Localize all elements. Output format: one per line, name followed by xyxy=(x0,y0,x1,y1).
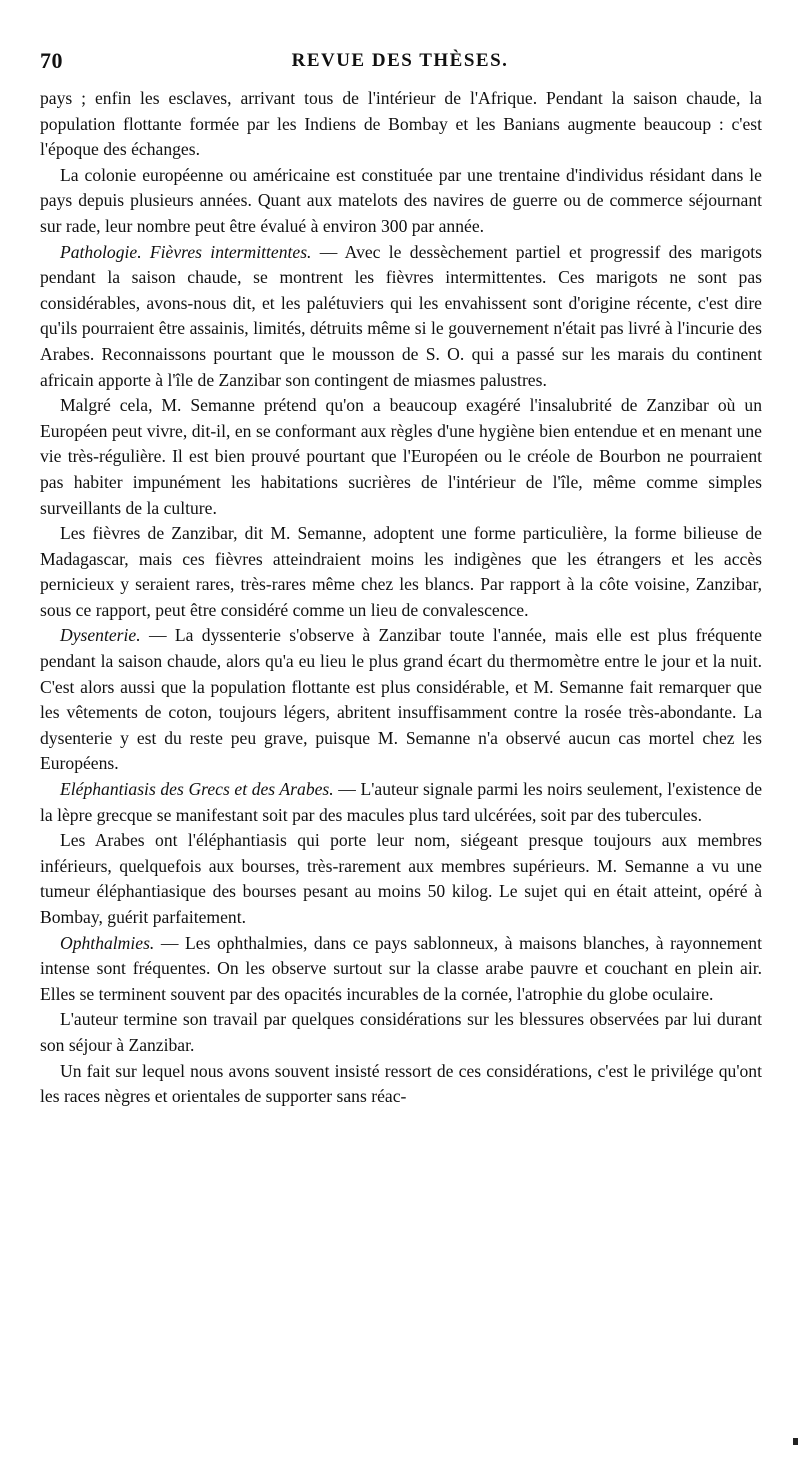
paragraph-text: La colonie européenne ou américaine est constituée par une trentaine d'individus résidant dans le pays depuis plusieurs années. Quant aux matelots des navires de guerre ou de commerce séjournant sur rade, leur nombre peut être évalué à environ 300 par année. xyxy=(40,164,762,236)
paragraph xyxy=(40,1059,762,1110)
paragraph xyxy=(40,828,762,930)
paragraph xyxy=(40,777,762,828)
page-header xyxy=(40,48,760,78)
paragraph-text: Les Arabes ont l'éléphantiasis qui porte leur nom, siégeant presque toujours aux membres inférieurs, quelquefois aux bourses, très-rarement aux membres supérieurs. M. Semanne a vu une tumeur éléphantiasique des bourses pesant au moins 50 kilog. Le sujet qui en était atteint, opéré à Bombay, guérit parfaitement. xyxy=(40,830,762,927)
paragraph xyxy=(40,1007,762,1058)
paragraph-heading: Eléphantiasis des Grecs et des Arabes. xyxy=(60,779,334,800)
paragraph xyxy=(40,521,762,623)
page-number: 70 xyxy=(40,48,63,73)
paragraph-text: L'auteur termine son travail par quelques considérations sur les blessures observées par lui durant son séjour à Zanzibar. xyxy=(40,1009,762,1055)
paragraph xyxy=(40,931,762,1008)
paragraph xyxy=(40,240,762,394)
scan-mark xyxy=(793,1438,798,1445)
paragraph-heading: Pathologie. Fièvres intermittentes. xyxy=(60,241,312,262)
article-body xyxy=(40,86,762,1110)
paragraph-text: — Avec le dessèchement partiel et progressif des marigots pendant la saison chaude, se montrent les fièvres intermittentes. Ces marigots ne sont pas considérables, avons-nous dit, et les palétuviers qui les envahissent sont d'origine récente, c'est dire qu'ils pourraient être assainis, limités, détruits même si le gouvernement n'était pas livré à l'incurie des Arabes. Reconnaissons pourtant que le mousson de S. O. qui a passé sur les marais du continent africain apporte à l'île de Zanzibar son contingent de miasmes palustres. xyxy=(40,241,762,390)
paragraph xyxy=(40,623,762,777)
paragraph-text: Les fièvres de Zanzibar, dit M. Semanne, adoptent une forme particulière, la forme bilieuse de Madagascar, mais ces fièvres atteindraient moins les indigènes que les étrangers et les accès pernicieux y seraient rares, très-rares même chez les blancs. Par rapport à la côte voisine, Zanzibar, sous ce rapport, peut être considéré comme un lieu de convalescence. xyxy=(40,523,762,620)
running-title: REVUE DES THÈSES. xyxy=(291,50,509,71)
paragraph-text: Malgré cela, M. Semanne prétend qu'on a beaucoup exagéré l'insalubrité de Zanzibar où un Européen peut vivre, dit-il, en se conformant aux règles d'une hygiène bien entendue et en menant une vie très-régulière. Il est bien prouvé pourtant que l'Européen ou le créole de Bourbon ne pourraient pas habiter impunément les habitations sucrières de l'intérieur de l'île, même comme simples surveillants de la culture. xyxy=(40,395,762,518)
paragraph xyxy=(40,163,762,240)
paragraph-heading: Ophthalmies. xyxy=(60,932,155,953)
paragraph-text: Un fait sur lequel nous avons souvent insisté ressort de ces considérations, c'est le privilége qu'ont les races nègres et orientales de supporter sans réac- xyxy=(40,1060,762,1107)
paragraph-heading: Dysenterie. xyxy=(60,625,141,646)
paragraph xyxy=(40,393,762,521)
paragraph-text: pays ; enfin les esclaves, arrivant tous de l'intérieur de l'Afrique. Pendant la saison chaude, la population flottante formée par les Indiens de Bombay et les Banians augmente beaucoup : c'est l'époque des échanges. xyxy=(40,88,762,160)
paragraph xyxy=(40,86,762,163)
paragraph-text: — Les ophthalmies, dans ce pays sablonneux, à maisons blanches, à rayonnement intense sont fréquentes. On les observe surtout sur la classe arabe pauvre et couchant en plein air. Elles se terminent souvent par des opacités incurables de la cornée, l'atrophie du globe oculaire. xyxy=(40,932,762,1004)
paragraph-text: — L'auteur signale parmi les noirs seulement, l'existence de la lèpre grecque se manifestant soit par des macules plus tard ulcérées, soit par des tubercules. xyxy=(40,779,762,825)
paragraph-text: — La dyssenterie s'observe à Zanzibar toute l'année, mais elle est plus fréquente pendant la saison chaude, alors qu'a eu lieu le plus grand écart du thermomètre entre le jour et la nuit. C'est alors aussi que la population flottante est plus considérable, et M. Semanne fait remarquer que les vêtements de coton, toujours légers, abritent insuffisamment contre la rosée très-abondante. La dysenterie y est du reste peu grave, puisque M. Semanne n'a observé aucun cas mortel chez les Européens. xyxy=(40,625,762,774)
